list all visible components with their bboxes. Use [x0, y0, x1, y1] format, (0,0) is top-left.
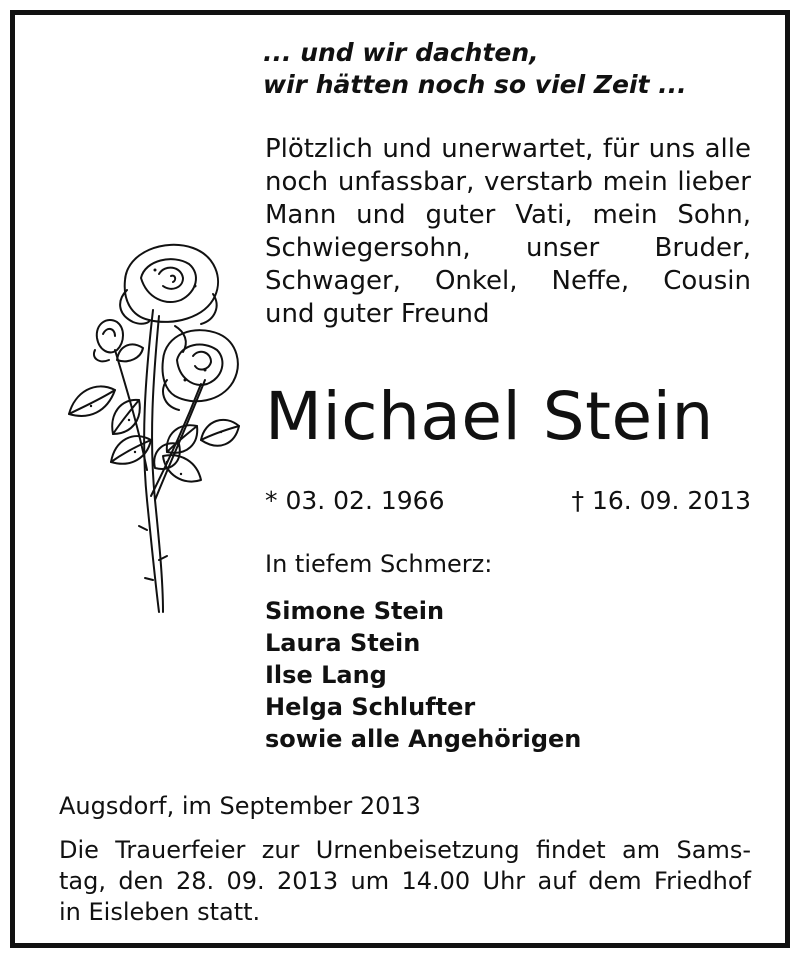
ceremony-notice — [59, 835, 751, 928]
mourner-name: Helga Schlufter — [265, 693, 476, 721]
intro-line: Plötzlich und unerwartet, für uns alle — [265, 134, 751, 164]
ceremony-line: Die Trauerfeier zur Urnenbeisetzung findet am Sams- — [59, 836, 751, 864]
motto-line-2: wir hätten noch so viel Zeit ... — [263, 70, 687, 99]
intro-line: Schwager, Onkel, Neffe, Cousin — [265, 266, 751, 296]
sorrow-phrase: In tiefem Schmerz: — [265, 550, 493, 578]
rose-icon — [55, 230, 245, 620]
intro-text — [265, 133, 751, 331]
intro-line: Mann und guter Vati, mein Sohn, — [265, 200, 751, 230]
motto-line-1: ... und wir dachten, — [263, 38, 539, 67]
deceased-name: Michael Stein — [265, 378, 714, 455]
place-and-date: Augsdorf, im September 2013 — [59, 792, 421, 820]
death-date: † 16. 09. 2013 — [571, 486, 751, 515]
intro-line: noch unfassbar, verstarb mein lieber — [265, 167, 751, 197]
mourners-list — [265, 595, 581, 755]
intro-line: und guter Freund — [265, 299, 490, 329]
mourner-name: Laura Stein — [265, 629, 421, 657]
motto — [263, 37, 687, 101]
obituary-card — [10, 10, 790, 948]
ceremony-line: tag, den 28. 09. 2013 um 14.00 Uhr auf dem Friedhof — [59, 867, 751, 895]
mourner-name: sowie alle Angehörigen — [265, 725, 582, 753]
intro-line: Schwiegersohn, unser Bruder, — [265, 233, 751, 263]
birth-date: * 03. 02. 1966 — [265, 486, 445, 515]
mourner-name: Ilse Lang — [265, 661, 387, 689]
ceremony-line: in Eisleben statt. — [59, 898, 261, 926]
mourner-name: Simone Stein — [265, 597, 445, 625]
